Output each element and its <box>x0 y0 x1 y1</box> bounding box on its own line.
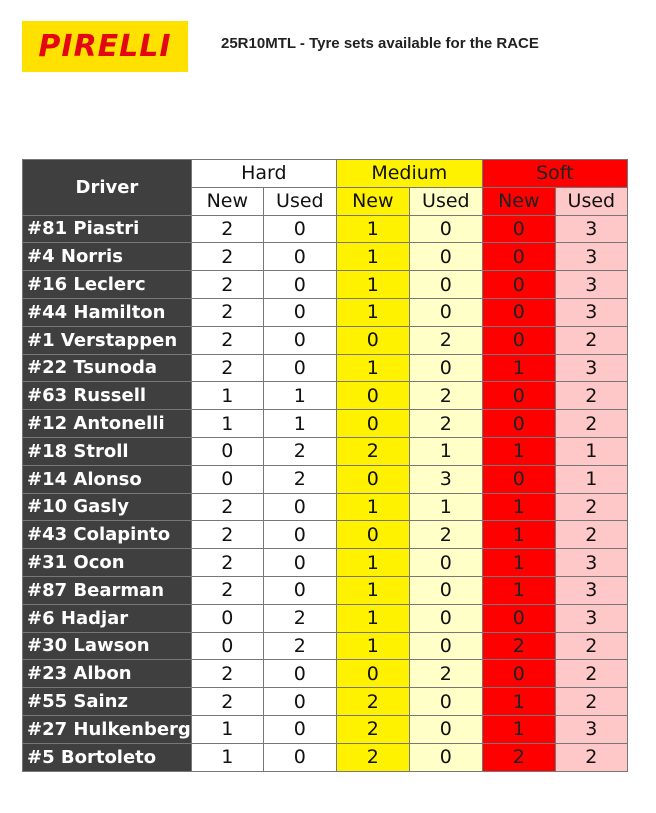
medium-used-cell: 0 <box>409 271 482 299</box>
hard-new-cell: 2 <box>191 549 263 577</box>
table-row <box>23 271 628 299</box>
medium-used-header: Used <box>409 187 482 215</box>
header-row-groups <box>23 160 628 188</box>
hard-group-header: Hard <box>191 160 336 188</box>
medium-used-cell: 0 <box>409 715 482 743</box>
soft-new-cell: 1 <box>482 354 555 382</box>
soft-new-cell: 0 <box>482 326 555 354</box>
medium-used-cell: 0 <box>409 298 482 326</box>
soft-new-cell: 0 <box>482 271 555 299</box>
hard-used-cell: 0 <box>263 354 336 382</box>
driver-name: #87 Bearman <box>23 576 192 604</box>
hard-new-header: New <box>191 187 263 215</box>
driver-name: #18 Stroll <box>23 437 192 465</box>
soft-new-cell: 0 <box>482 298 555 326</box>
soft-used-cell: 1 <box>555 465 627 493</box>
medium-new-cell: 0 <box>336 521 409 549</box>
medium-used-cell: 2 <box>409 410 482 438</box>
driver-name: #44 Hamilton <box>23 298 192 326</box>
soft-used-cell: 1 <box>555 437 627 465</box>
table-row <box>23 604 628 632</box>
hard-used-cell: 0 <box>263 326 336 354</box>
hard-new-cell: 2 <box>191 688 263 716</box>
soft-used-cell: 2 <box>555 382 627 410</box>
table-row <box>23 437 628 465</box>
table-row <box>23 549 628 577</box>
soft-new-cell: 2 <box>482 743 555 771</box>
medium-new-cell: 2 <box>336 715 409 743</box>
hard-new-cell: 2 <box>191 326 263 354</box>
medium-used-cell: 2 <box>409 382 482 410</box>
driver-name: #23 Albon <box>23 660 192 688</box>
soft-used-header: Used <box>555 187 627 215</box>
driver-name: #22 Tsunoda <box>23 354 192 382</box>
soft-new-cell: 1 <box>482 549 555 577</box>
medium-new-cell: 2 <box>336 688 409 716</box>
medium-used-cell: 0 <box>409 549 482 577</box>
table-row <box>23 715 628 743</box>
medium-used-cell: 1 <box>409 493 482 521</box>
hard-new-cell: 2 <box>191 215 263 243</box>
hard-new-cell: 0 <box>191 604 263 632</box>
table-row <box>23 743 628 771</box>
hard-new-cell: 1 <box>191 715 263 743</box>
soft-used-cell: 3 <box>555 271 627 299</box>
medium-new-cell: 1 <box>336 632 409 660</box>
medium-new-cell: 1 <box>336 604 409 632</box>
hard-used-cell: 0 <box>263 215 336 243</box>
soft-new-cell: 1 <box>482 715 555 743</box>
hard-used-cell: 0 <box>263 521 336 549</box>
medium-used-cell: 2 <box>409 326 482 354</box>
hard-new-cell: 2 <box>191 660 263 688</box>
medium-new-cell: 1 <box>336 243 409 271</box>
soft-new-cell: 1 <box>482 493 555 521</box>
soft-used-cell: 2 <box>555 632 627 660</box>
pirelli-logo-text: PIRELLI <box>38 29 172 64</box>
driver-name: #27 Hulkenberg <box>23 715 192 743</box>
hard-used-cell: 2 <box>263 632 336 660</box>
table-row <box>23 354 628 382</box>
medium-new-cell: 1 <box>336 215 409 243</box>
soft-used-cell: 3 <box>555 576 627 604</box>
hard-new-cell: 0 <box>191 465 263 493</box>
tyre-sets-table <box>22 159 628 772</box>
soft-new-cell: 0 <box>482 604 555 632</box>
medium-used-cell: 3 <box>409 465 482 493</box>
hard-used-cell: 0 <box>263 243 336 271</box>
table-row <box>23 215 628 243</box>
soft-used-cell: 3 <box>555 243 627 271</box>
table-row <box>23 410 628 438</box>
soft-new-cell: 1 <box>482 688 555 716</box>
driver-name: #12 Antonelli <box>23 410 192 438</box>
soft-new-cell: 1 <box>482 521 555 549</box>
hard-new-cell: 2 <box>191 354 263 382</box>
medium-new-cell: 1 <box>336 549 409 577</box>
table-row <box>23 576 628 604</box>
soft-used-cell: 3 <box>555 298 627 326</box>
soft-new-cell: 2 <box>482 632 555 660</box>
driver-name: #31 Ocon <box>23 549 192 577</box>
hard-used-cell: 0 <box>263 493 336 521</box>
hard-used-cell: 0 <box>263 715 336 743</box>
soft-used-cell: 2 <box>555 660 627 688</box>
hard-new-cell: 2 <box>191 493 263 521</box>
medium-new-cell: 0 <box>336 410 409 438</box>
driver-name: #1 Verstappen <box>23 326 192 354</box>
medium-new-header: New <box>336 187 409 215</box>
medium-new-cell: 0 <box>336 465 409 493</box>
medium-new-cell: 1 <box>336 298 409 326</box>
table-row <box>23 521 628 549</box>
medium-used-cell: 0 <box>409 688 482 716</box>
medium-new-cell: 1 <box>336 271 409 299</box>
table-row <box>23 382 628 410</box>
medium-new-cell: 0 <box>336 326 409 354</box>
medium-used-cell: 0 <box>409 576 482 604</box>
page-title: 25R10MTL - Tyre sets available for the RACE <box>221 35 539 52</box>
driver-name: #81 Piastri <box>23 215 192 243</box>
hard-used-cell: 0 <box>263 271 336 299</box>
soft-used-cell: 3 <box>555 549 627 577</box>
medium-group-header: Medium <box>336 160 482 188</box>
soft-used-cell: 3 <box>555 604 627 632</box>
medium-used-cell: 2 <box>409 521 482 549</box>
driver-name: #63 Russell <box>23 382 192 410</box>
soft-used-cell: 2 <box>555 493 627 521</box>
driver-name: #10 Gasly <box>23 493 192 521</box>
hard-used-cell: 0 <box>263 743 336 771</box>
medium-new-cell: 0 <box>336 660 409 688</box>
driver-name: #16 Leclerc <box>23 271 192 299</box>
medium-new-cell: 1 <box>336 493 409 521</box>
soft-used-cell: 2 <box>555 410 627 438</box>
hard-used-cell: 2 <box>263 437 336 465</box>
table-row <box>23 298 628 326</box>
soft-new-cell: 0 <box>482 660 555 688</box>
soft-used-cell: 2 <box>555 688 627 716</box>
pirelli-logo <box>22 21 188 72</box>
driver-name: #5 Bortoleto <box>23 743 192 771</box>
medium-new-cell: 2 <box>336 743 409 771</box>
table-row <box>23 632 628 660</box>
driver-name: #14 Alonso <box>23 465 192 493</box>
table-body <box>23 215 628 771</box>
soft-new-cell: 0 <box>482 243 555 271</box>
driver-name: #55 Sainz <box>23 688 192 716</box>
hard-new-cell: 0 <box>191 632 263 660</box>
medium-used-cell: 0 <box>409 243 482 271</box>
soft-used-cell: 2 <box>555 521 627 549</box>
soft-used-cell: 2 <box>555 743 627 771</box>
soft-used-cell: 3 <box>555 354 627 382</box>
medium-used-cell: 0 <box>409 604 482 632</box>
hard-new-cell: 2 <box>191 243 263 271</box>
driver-name: #30 Lawson <box>23 632 192 660</box>
soft-new-cell: 0 <box>482 410 555 438</box>
hard-used-header: Used <box>263 187 336 215</box>
medium-used-cell: 1 <box>409 437 482 465</box>
hard-used-cell: 0 <box>263 549 336 577</box>
soft-new-cell: 0 <box>482 382 555 410</box>
soft-used-cell: 3 <box>555 715 627 743</box>
hard-new-cell: 0 <box>191 437 263 465</box>
table-row <box>23 465 628 493</box>
hard-new-cell: 2 <box>191 521 263 549</box>
table-row <box>23 688 628 716</box>
hard-used-cell: 2 <box>263 604 336 632</box>
medium-used-cell: 0 <box>409 632 482 660</box>
hard-new-cell: 2 <box>191 271 263 299</box>
hard-used-cell: 0 <box>263 660 336 688</box>
soft-new-cell: 1 <box>482 437 555 465</box>
hard-new-cell: 1 <box>191 410 263 438</box>
medium-used-cell: 0 <box>409 354 482 382</box>
soft-used-cell: 3 <box>555 215 627 243</box>
driver-name: #6 Hadjar <box>23 604 192 632</box>
driver-column-header: Driver <box>23 160 192 216</box>
hard-new-cell: 2 <box>191 298 263 326</box>
soft-used-cell: 2 <box>555 326 627 354</box>
medium-new-cell: 1 <box>336 576 409 604</box>
table-row <box>23 326 628 354</box>
hard-new-cell: 2 <box>191 576 263 604</box>
medium-used-cell: 0 <box>409 743 482 771</box>
hard-used-cell: 2 <box>263 465 336 493</box>
hard-new-cell: 1 <box>191 743 263 771</box>
hard-used-cell: 0 <box>263 298 336 326</box>
medium-used-cell: 2 <box>409 660 482 688</box>
hard-new-cell: 1 <box>191 382 263 410</box>
hard-used-cell: 0 <box>263 688 336 716</box>
hard-used-cell: 0 <box>263 576 336 604</box>
table-row <box>23 493 628 521</box>
soft-new-cell: 0 <box>482 215 555 243</box>
hard-used-cell: 1 <box>263 410 336 438</box>
soft-new-cell: 0 <box>482 465 555 493</box>
soft-new-header: New <box>482 187 555 215</box>
soft-group-header: Soft <box>482 160 627 188</box>
driver-name: #4 Norris <box>23 243 192 271</box>
soft-new-cell: 1 <box>482 576 555 604</box>
table-row <box>23 243 628 271</box>
medium-new-cell: 2 <box>336 437 409 465</box>
medium-used-cell: 0 <box>409 215 482 243</box>
medium-new-cell: 1 <box>336 354 409 382</box>
driver-name: #43 Colapinto <box>23 521 192 549</box>
table-row <box>23 660 628 688</box>
medium-new-cell: 0 <box>336 382 409 410</box>
hard-used-cell: 1 <box>263 382 336 410</box>
